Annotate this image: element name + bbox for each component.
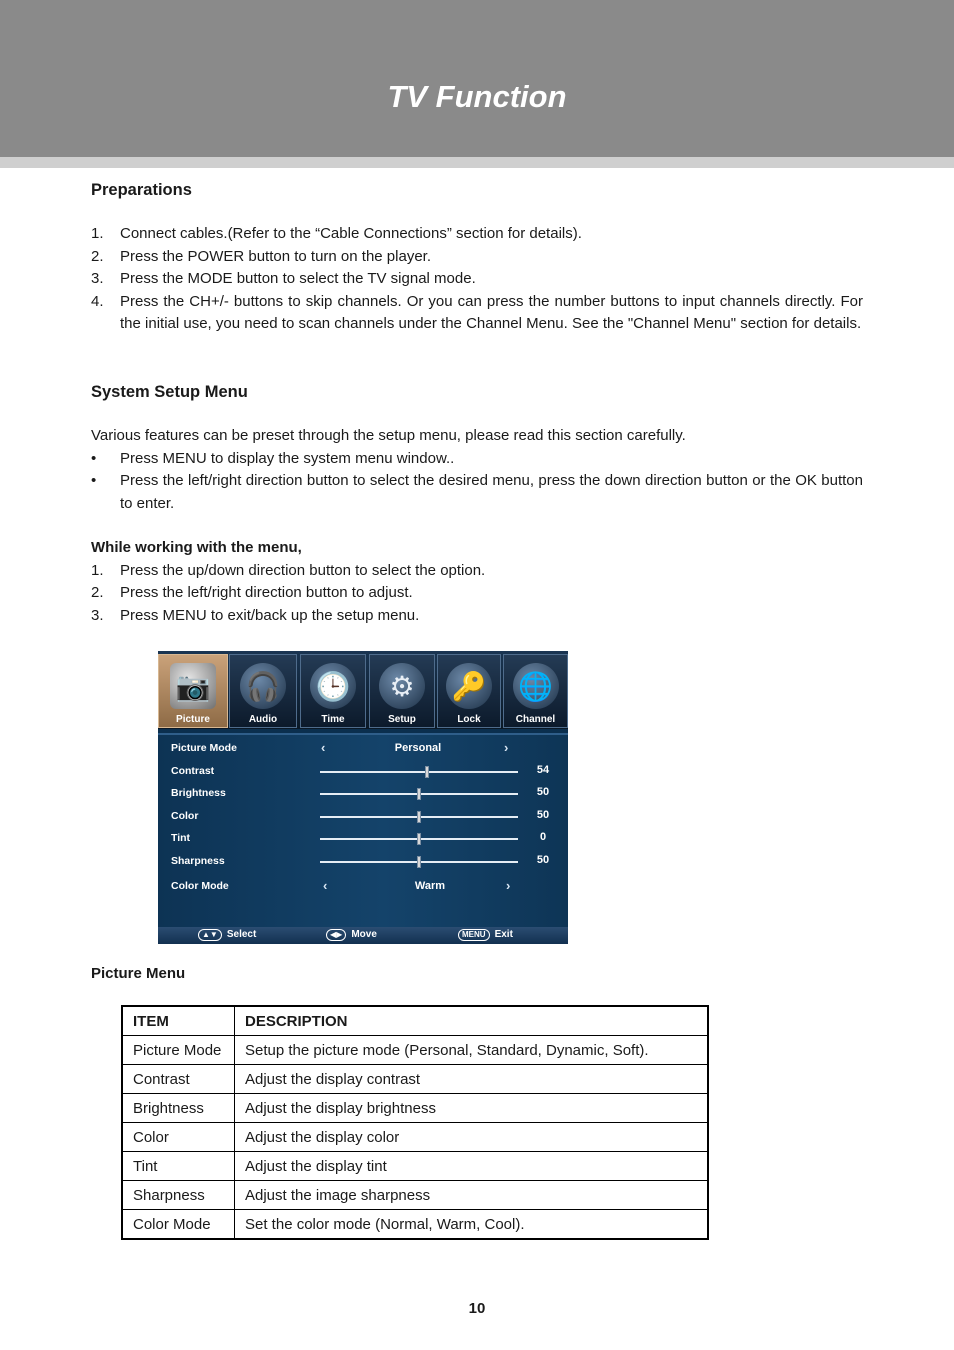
description-cell: Adjust the display contrast [235,1065,709,1094]
up-down-icon: ▲▼ [198,929,222,941]
table-row [122,1123,708,1152]
list-marker: 1. [91,561,104,579]
slider-handle[interactable] [417,833,421,845]
setting-value: 0 [539,831,547,843]
picture-mode-value: Personal [394,742,442,754]
tab-label: Channel [515,714,556,725]
list-item-text: Press MENU to exit/back up the setup menu. [120,606,420,624]
sharpness-row[interactable] [158,852,568,872]
description-cell: Setup the picture mode (Personal, Standard, Dynamic, Soft). [235,1036,709,1065]
chevron-right-icon: › [506,878,511,893]
table-row [122,1094,708,1123]
picture-menu-heading: Picture Menu [91,965,186,982]
picture-mode-label: Picture Mode [171,742,237,754]
system-setup-intro: Various features can be preset through the setup menu, please read this section carefully. [91,427,686,444]
select-label: Select [226,929,257,940]
list-item-text: Press the left/right direction button to select the desired menu, press the down direction button or the OK button to enter. [120,472,863,512]
description-cell: Adjust the display tint [235,1152,709,1181]
select-hint [198,929,256,941]
list-item-text: Press MENU to display the system menu window.. [120,449,455,467]
description-cell: Set the color mode (Normal, Warm, Cool). [235,1210,709,1240]
list-item-text: Press the left/right direction button to adjust. [120,584,413,601]
description-cell: Adjust the display brightness [235,1094,709,1123]
slider-handle[interactable] [425,766,429,778]
tv-menu-screenshot [158,651,568,944]
slider-handle[interactable] [417,856,421,868]
list-item [91,223,863,246]
working-heading: While working with the menu, [91,539,302,556]
tab-label: Setup [388,714,416,725]
move-label: Move [351,929,377,940]
slider-handle[interactable] [417,811,421,823]
tab-audio[interactable] [229,654,297,728]
list-item-text: Press the up/down direction button to select the option. [120,561,486,579]
item-cell: Brightness [122,1094,235,1123]
lock-key-icon: 🔑 [446,663,492,709]
globe-icon: 🌐 [513,663,559,709]
item-cell: Contrast [122,1065,235,1094]
color-mode-value: Warm [414,880,446,892]
chevron-left-icon: ‹ [323,878,328,893]
list-marker: 3. [91,606,104,624]
system-setup-body [91,425,863,515]
color-mode-label: Color Mode [171,880,229,892]
list-item [91,582,863,605]
brightness-row[interactable] [158,784,568,804]
table-row [122,1065,708,1094]
exit-label: Exit [494,929,513,940]
bullet-item [91,448,863,471]
table-row [122,1036,708,1065]
tab-label: Time [321,714,345,725]
setting-label: Contrast [171,765,215,777]
slider-track[interactable] [320,793,518,795]
column-header-item: ITEM [122,1006,235,1036]
headphones-icon: 🎧 [240,663,286,709]
tab-label: Lock [457,714,481,725]
setting-label: Tint [171,832,191,844]
tab-label: Audio [248,714,278,725]
table-header-row [122,1006,708,1036]
item-cell: Tint [122,1152,235,1181]
page-number: 10 [468,1300,486,1317]
list-item-text: Press the POWER button to turn on the player. [120,247,431,265]
tv-menu-body [158,733,568,927]
slider-track[interactable] [320,838,518,840]
setting-label: Color [171,810,199,822]
list-item [91,291,863,336]
page-header [0,0,954,157]
system-setup-heading: System Setup Menu [91,383,248,401]
tab-picture[interactable] [158,654,228,728]
list-marker: • [91,449,97,467]
table-row [122,1181,708,1210]
tab-channel[interactable] [503,654,568,728]
list-marker: 4. [91,292,104,310]
slider-handle[interactable] [417,788,421,800]
preparations-section [91,179,863,201]
menu-key-icon: MENU [458,929,490,941]
chevron-left-icon: ‹ [321,740,326,755]
move-hint [326,929,377,941]
tab-label: Picture [176,714,210,725]
list-item-text: Press the MODE button to select the TV signal mode. [120,270,476,287]
list-item-text: Press the CH+/- buttons to skip channels. Or you can press the number buttons to input channels directly. For the initial use, you need to scan channels under the Channel Menu. See the "Channel Menu" section for details. [120,292,863,332]
list-marker: 2. [91,584,104,601]
list-item [91,268,863,291]
setting-label: Brightness [171,787,226,799]
preparations-list [91,223,863,336]
description-cell: Adjust the display color [235,1123,709,1152]
system-setup-section [91,381,863,403]
clock-icon: 🕒 [310,663,356,709]
exit-hint [458,929,513,941]
picture-mode-row [158,739,568,759]
list-marker: • [91,472,97,489]
tab-lock[interactable] [437,654,501,728]
bullet-item [91,470,863,515]
setting-label: Sharpness [171,855,225,867]
chevron-right-icon: › [504,740,509,755]
table-row [122,1210,708,1240]
picture-menu-table [121,1005,709,1240]
column-header-description: DESCRIPTION [235,1006,709,1036]
page-title: TV Function [387,79,567,114]
description-cell: Adjust the image sharpness [235,1181,709,1210]
item-cell: Picture Mode [122,1036,235,1065]
list-item [91,246,863,269]
tab-setup[interactable] [369,654,435,728]
setting-value: 50 [536,786,550,798]
color-row[interactable] [158,807,568,827]
color-mode-row [158,877,568,897]
item-cell: Sharpness [122,1181,235,1210]
gear-icon: ⚙ [379,663,425,709]
slider-track[interactable] [320,861,518,863]
camera-icon: 📷 [170,663,216,709]
tab-time[interactable] [300,654,366,728]
tv-menu-tabs [158,651,568,729]
table-row [122,1152,708,1181]
header-divider [0,157,954,168]
slider-track[interactable] [320,771,518,773]
list-item [91,605,863,628]
picture-menu-section [91,963,863,986]
item-cell: Color Mode [122,1210,235,1240]
setting-value: 54 [536,764,550,776]
list-marker: 3. [91,270,104,287]
list-item-text: Connect cables.(Refer to the “Cable Connections” section for details). [120,225,582,242]
list-marker: 2. [91,247,104,265]
list-marker: 1. [91,225,104,242]
tv-menu-footer [158,927,568,944]
setting-value: 50 [536,854,550,866]
working-section [91,537,863,627]
preparations-heading: Preparations [91,181,192,199]
tint-row[interactable] [158,829,568,849]
item-cell: Color [122,1123,235,1152]
list-item [91,560,863,583]
slider-track[interactable] [320,816,518,818]
contrast-row[interactable] [158,762,568,782]
left-right-icon: ◀▶ [326,929,346,941]
setting-value: 50 [536,809,550,821]
